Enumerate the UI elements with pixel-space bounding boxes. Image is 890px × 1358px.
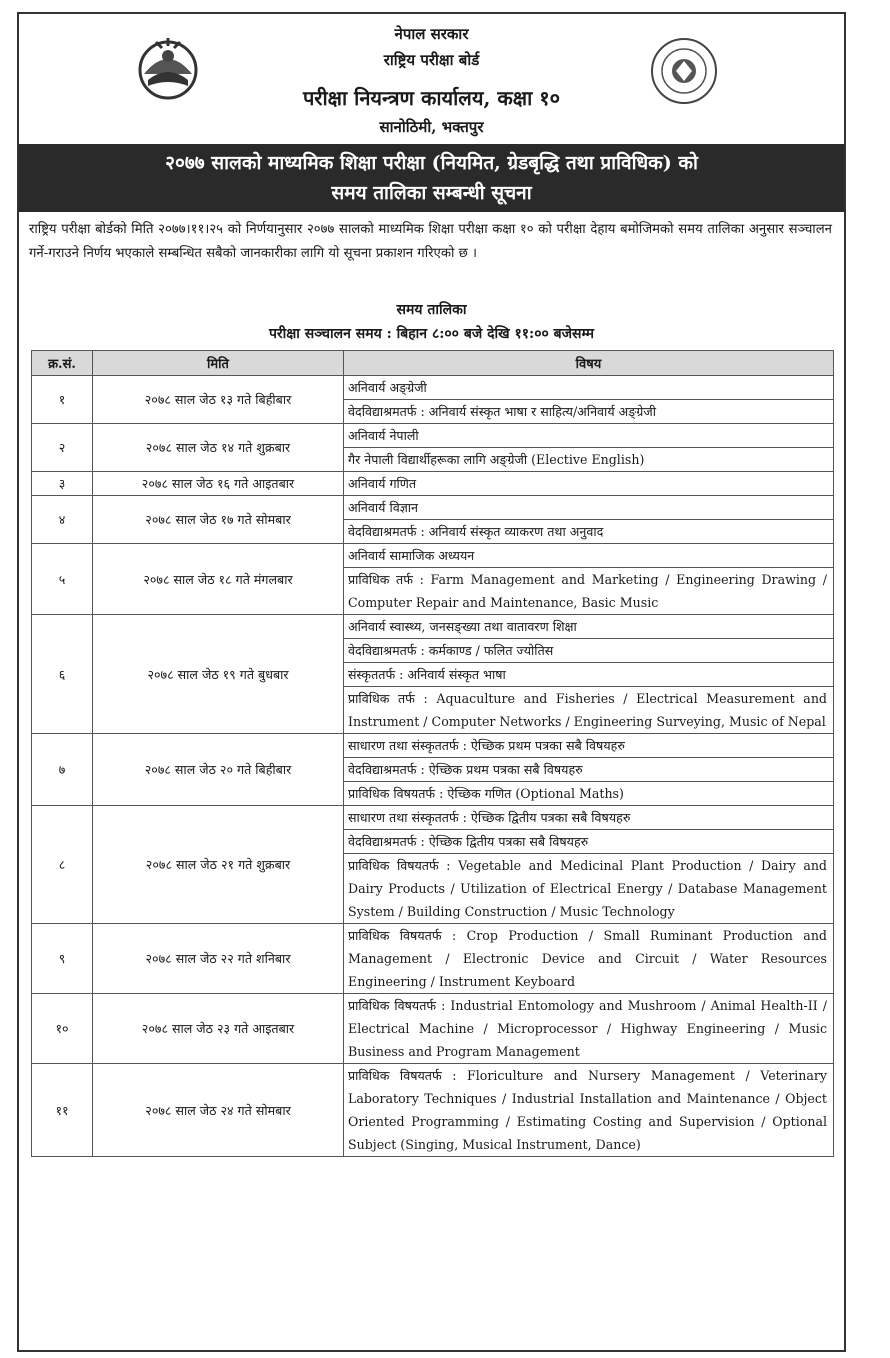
row-date: २०७८ साल जेठ १७ गते सोमबार [93, 496, 344, 544]
col-header-subject: विषय [344, 351, 834, 376]
banner-title-line1: २०७७ सालको माध्यमिक शिक्षा परीक्षा (नियमित, ग्रेडबृद्धि तथा प्राविधिक) को [165, 152, 698, 174]
row-date: २०७८ साल जेठ १९ गते बुधबार [93, 615, 344, 734]
schedule-time: परीक्षा सञ्चालन समय : बिहान ८:०० बजे देखि ११:०० बजेसम्म [268, 326, 595, 342]
banner-title-line2: समय तालिका सम्बन्धी सूचना [331, 182, 532, 204]
row-subject: प्राविधिक विषयतर्फ : Floriculture and Nursery Management / Veterinary Laboratory Techniques / Industrial Installation and Maintenance / Object Oriented Programming / Estimating Costing and Supervision / Optional Subject (Singing, Musical Instrument, Dance) [344, 1064, 834, 1157]
row-serial: २ [32, 424, 93, 472]
row-date: २०७८ साल जेठ १४ गते शुक्रबार [93, 424, 344, 472]
row-subject: प्राविधिक विषयतर्फ : Industrial Entomology and Mushroom / Animal Health-II / Electrical Machine / Microprocessor / Highway Engineering / Music Business and Program Management [344, 994, 834, 1064]
row-date: २०७८ साल जेठ १८ गते मंगलबार [93, 544, 344, 615]
row-subject: प्राविधिक विषयतर्फ : ऐच्छिक गणित (Optional Maths) [344, 782, 834, 806]
row-subject: वेदविद्याश्रमतर्फ : अनिवार्य संस्कृत व्याकरण तथा अनुवाद [344, 520, 834, 544]
notice-banner [19, 144, 844, 212]
row-date: २०७८ साल जेठ २१ गते शुक्रबार [93, 806, 344, 924]
table-row [32, 1064, 834, 1157]
table-row [32, 424, 834, 448]
row-serial: ११ [32, 1064, 93, 1157]
header-board: राष्ट्रिय परीक्षा बोर्ड [383, 51, 480, 69]
row-serial: १ [32, 376, 93, 424]
schedule-body [32, 376, 834, 1157]
row-subject: प्राविधिक विषयतर्फ : Vegetable and Medicinal Plant Production / Dairy and Dairy Products / Utilization of Electrical Energy / Database Management System / Building Construction / Music Technology [344, 854, 834, 924]
row-serial: ९ [32, 924, 93, 994]
col-header-date: मिति [93, 351, 344, 376]
table-row [32, 544, 834, 568]
row-serial: ५ [32, 544, 93, 615]
row-subject: अनिवार्य सामाजिक अध्ययन [344, 544, 834, 568]
header-location: सानोठिमी, भक्तपुर [379, 118, 484, 136]
row-subject: वेदविद्याश्रमतर्फ : ऐच्छिक द्वितीय पत्रका सबै विषयहरु [344, 830, 834, 854]
header-government: नेपाल सरकार [394, 25, 469, 43]
row-date: २०७८ साल जेठ २३ गते आइतबार [93, 994, 344, 1064]
row-subject: वेदविद्याश्रमतर्फ : कर्मकाण्ड / फलित ज्योतिस [344, 639, 834, 663]
row-serial: ६ [32, 615, 93, 734]
row-subject: अनिवार्य नेपाली [344, 424, 834, 448]
row-serial: ७ [32, 734, 93, 806]
table-row [32, 472, 834, 496]
row-subject: प्राविधिक तर्फ : Farm Management and Marketing / Engineering Drawing / Computer Repair and Maintenance, Basic Music [344, 568, 834, 615]
table-row [32, 376, 834, 400]
schedule-table [31, 350, 834, 1157]
header-office: परीक्षा नियन्त्रण कार्यालय, कक्षा १० [302, 86, 561, 110]
row-serial: ३ [32, 472, 93, 496]
row-date: २०७८ साल जेठ १६ गते आइतबार [93, 472, 344, 496]
row-subject: संस्कृततर्फ : अनिवार्य संस्कृत भाषा [344, 663, 834, 687]
row-subject: प्राविधिक विषयतर्फ : Crop Production / Small Ruminant Production and Management / Electronic Device and Circuit / Water Resources Engineering / Instrument Keyboard [344, 924, 834, 994]
col-header-serial: क्र.सं. [32, 351, 93, 376]
row-subject: अनिवार्य स्वास्थ्य, जनसङ्ख्या तथा वातावरण शिक्षा [344, 615, 834, 639]
row-serial: ४ [32, 496, 93, 544]
row-serial: १० [32, 994, 93, 1064]
row-subject: साधारण तथा संस्कृततर्फ : ऐच्छिक प्रथम पत्रका सबै विषयहरु [344, 734, 834, 758]
row-subject: वेदविद्याश्रमतर्फ : अनिवार्य संस्कृत भाषा र साहित्य/अनिवार्य अङ्ग्रेजी [344, 400, 834, 424]
row-subject: साधारण तथा संस्कृततर्फ : ऐच्छिक द्वितीय पत्रका सबै विषयहरु [344, 806, 834, 830]
notice-document [17, 12, 846, 1352]
schedule-title: समय तालिका [396, 302, 467, 318]
row-date: २०७८ साल जेठ १३ गते बिहीबार [93, 376, 344, 424]
row-subject: अनिवार्य विज्ञान [344, 496, 834, 520]
table-row [32, 924, 834, 994]
intro-paragraph: राष्ट्रिय परीक्षा बोर्डको मिति २०७७।११।२५ को निर्णयानुसार २०७७ सालको माध्यमिक शिक्षा परीक्षा कक्षा १० को परीक्षा देहाय बमोजिमको समय तालिका अनुसार सञ्चालन गर्ने-गराउने निर्णय भएकाले सम्बन्धित सबैको जानकारीका लागि यो सूचना प्रकाशन गरिएको छ । [29, 222, 832, 261]
row-serial: ८ [32, 806, 93, 924]
row-subject: अनिवार्य गणित [344, 472, 834, 496]
notice-header [19, 14, 844, 142]
row-subject: प्राविधिक तर्फ : Aquaculture and Fisheries / Electrical Measurement and Instrument / Computer Networks / Engineering Surveying, Music of Nepal [344, 687, 834, 734]
row-date: २०७८ साल जेठ २४ गते सोमबार [93, 1064, 344, 1157]
row-subject: वेदविद्याश्रमतर्फ : ऐच्छिक प्रथम पत्रका सबै विषयहरु [344, 758, 834, 782]
table-row [32, 496, 834, 520]
table-row [32, 994, 834, 1064]
table-header-row [32, 351, 834, 376]
exam-board-seal-icon [649, 36, 719, 106]
table-row [32, 806, 834, 830]
table-row [32, 734, 834, 758]
row-subject: गैर नेपाली विद्यार्थीहरूका लागि अङ्ग्रेजी (Elective English) [344, 448, 834, 472]
table-row [32, 615, 834, 639]
row-date: २०७८ साल जेठ २२ गते शनिबार [93, 924, 344, 994]
row-subject: अनिवार्य अङ्ग्रेजी [344, 376, 834, 400]
row-date: २०७८ साल जेठ २० गते बिहीबार [93, 734, 344, 806]
